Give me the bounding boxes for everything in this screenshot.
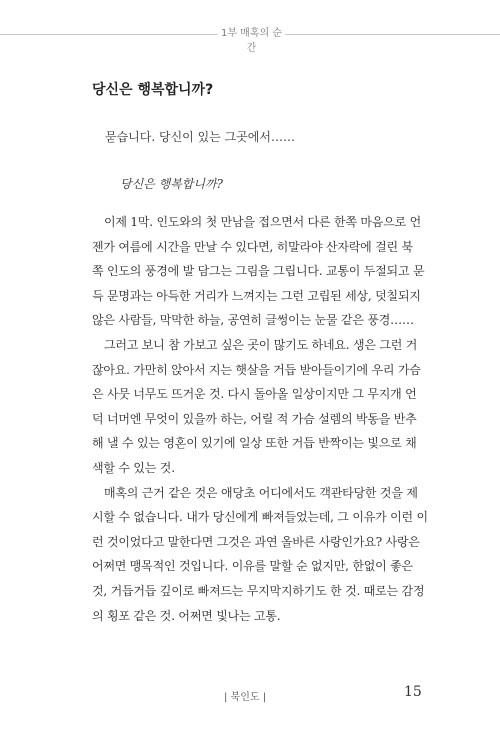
opening-question: 묻습니다. 당신이 있는 그곳에서…… [105,130,295,144]
paragraph-line: 그러고 보니 참 가보고 싶은 곳이 많기도 하네요. 생은 그런 거 [104,337,418,352]
header-rule-left [0,34,218,35]
paragraph-line: 것, 거듭거듭 깊이로 빠져드는 무지막지하기도 한 것. 때로는 감정 [92,583,425,598]
paragraph-line: 젠가 여름에 시간을 만날 수 있다면, 히말라야 산자락에 걸린 북 [92,239,413,254]
paragraph-line: 은 사뭇 너무도 뜨거운 것. 다시 돌아올 일상이지만 그 무지개 언 [92,387,417,402]
paragraph-line: 덕 너머엔 무엇이 있을까 하는, 어릴 적 가슴 설렘의 박동을 반추 [92,411,417,426]
paragraph-1 [92,210,425,333]
paragraph-line: 색할 수 있는 것. [92,460,175,475]
paragraph-line: 런 것이었다고 말한다면 그것은 과연 올바른 사랑인가요? 사랑은 [92,534,420,549]
paragraph-line: 득 문명과는 아득한 거리가 느껴지는 그런 고립된 세상, 덧칠되지 [92,288,421,303]
paragraph-line: 매혹의 근거 같은 것은 애당초 어디에서도 객관타당한 것을 제 [104,485,418,500]
paragraph-line: 않은 사람들, 막막한 하늘, 공연히 글썽이는 눈물 같은 풍경…… [92,313,414,328]
paragraph-line: 잖아요. 가만히 앉아서 지는 햇살을 거듭 받아들이기에 우리 가슴 [92,362,421,377]
paragraph-line: 어쩌면 맹목적인 것입니다. 이유를 말할 순 없지만, 한없이 좋은 [92,559,413,574]
page-title: 당신은 행복합니까? [92,82,214,98]
paragraph-line: 의 횡포 같은 것. 어쩌면 빛나는 고통. [92,608,281,623]
paragraph-line: 시할 수 없습니다. 내가 당신에게 빠져들었는데, 그 이유가 이런 이 [92,510,428,525]
paragraph-line: 이제 1막. 인도와의 첫 만남을 접으면서 다른 한쪽 마음으로 언 [104,215,421,229]
paragraph-line: 쪽 인도의 풍경에 발 담그는 그림을 그립니다. 교통이 두절되고 문 [92,264,425,279]
paragraph-2 [92,333,421,481]
paragraph-3 [92,481,428,629]
italic-quote: 당신은 행복합니까? [120,177,223,191]
page-number: 15 [404,684,422,700]
header-rule-right [285,34,500,35]
paragraph-line: 해 낼 수 있는 영혼이 있기에 일상 또한 거듭 반짝이는 빛으로 채 [92,436,417,451]
footer-section-label: | 북인도 | [224,692,267,703]
body-text [92,210,428,628]
running-head: 1부 매혹의 순간 [220,28,283,54]
